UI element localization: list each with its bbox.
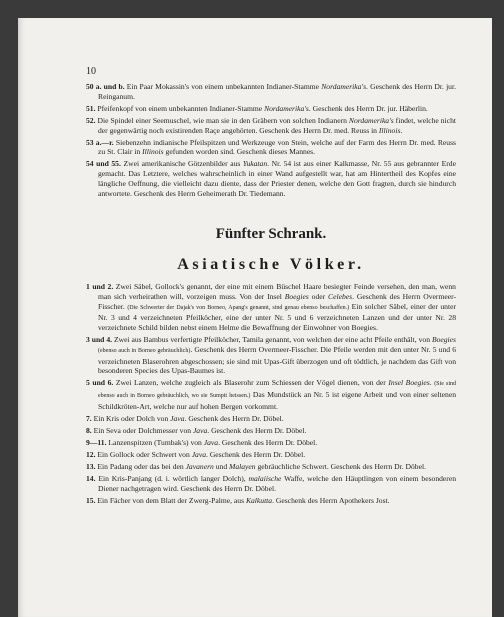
entry-text: gebräuchliche Schwert. Geschenk des Herrn Dr. Döbel. (255, 462, 426, 472)
entry-text: Ein Seva oder Dolchmesser von (93, 426, 193, 435)
document-page (18, 18, 492, 617)
entry-number: 3 und 4. (86, 335, 113, 345)
entry-text: Waffe, welche den Häuptlingen von einem besonderen Diener nachgetragen wird. Geschenk des Herrn Dr. Döbel. (98, 474, 456, 494)
catalog-entry (86, 82, 456, 101)
entry-place-name: Illinois (142, 147, 164, 157)
catalog-entry (86, 104, 456, 114)
entry-number: 14. (86, 474, 96, 484)
entry-text: Zwei amerikanische Götzenbilder aus (123, 159, 243, 169)
entry-text: Ein Gollock oder Schwert von (97, 450, 192, 460)
entry-text: . Nr. 54 ist aus einer Kalkmasse, Nr. 55 aus gebrannter Erde gemacht. Das Letztere, welches wahrscheinlich in einer Wand aufgestellt war, hat am Hintertheil des Kopfes eine längliche Oeffnung, die vielleicht dazu diente, dass der Priester denen, welche den Gott fragten, durch sie hindurch antwortete. Geschenk des Herrn Geheimerath Dr. Tiedemann. (98, 159, 456, 198)
entry-text: . (429, 378, 435, 388)
entry-place-name: Nordamerika's (264, 103, 309, 113)
entry-number: 12. (86, 450, 96, 460)
entry-text: . Geschenk des Herrn Dr. jur. Reinganum. (98, 82, 456, 101)
entry-text: findet, welche nicht der gegenwärtig noch existirenden Raçe angehörten. Geschenk des Herrn Dr. med. Reuss in (98, 115, 456, 135)
entry-text: Ein Fächer von dem Blatt der Zwerg-Palme, aus (97, 496, 246, 506)
catalog-entry (86, 426, 456, 436)
catalog-entry (86, 450, 456, 460)
entry-place-name: malaiische (248, 474, 282, 484)
entry-text: oder (308, 292, 329, 301)
entry-number: 54 und 55. (86, 159, 121, 169)
entry-text: Das Mundstück an Nr. 5 ist eigene Arbeit und von einer seltenen Schildkröten-Art, welche nur auf hohen Bergen vorkommt. (98, 390, 456, 411)
catalog-entries-american (86, 82, 456, 198)
entry-note: (ebenso auch in Borneo gebräuchlich) (98, 347, 191, 354)
entry-number: 8. (86, 426, 92, 435)
entry-text: Die Spindel einer Seemuschel, wie man sie in den Gräbern von solchen Indianern (97, 115, 349, 125)
entry-text: . Geschenk des Herrn Dr. Döbel. (218, 438, 318, 448)
catalog-entry (86, 159, 456, 198)
page-number: 10 (86, 66, 96, 77)
entry-text: . Geschenk des Herrn Overmeer-Fisscher. Die Pfeile werden mit den unter Nr. 5 und 6 verzeichneten Blaserohren abgeschossen; sie sind mit Upas-Gift überzogen und oft tödtlich, je nachdem das Gift von besonderen Species des Upas-Baumes ist. (98, 344, 456, 376)
entry-number: 13. (86, 462, 96, 472)
entry-text: . (400, 125, 403, 135)
entry-text: . Geschenk des Herrn Apothekers Jost. (272, 496, 390, 506)
entry-place-name: Java (170, 413, 185, 423)
entry-place-name: Kalkutta (245, 496, 273, 506)
section-subtitle: Asiatische Völker. (177, 256, 365, 274)
entry-text: gefunden worden sind. Geschenk dieses Mannes. (163, 147, 316, 157)
entry-place-name: Malayen (229, 462, 256, 472)
catalog-entries-asian (86, 282, 456, 506)
entry-text: Ein Padang oder das bei den (97, 462, 186, 472)
entry-number: 1 und 2. (86, 282, 114, 292)
entry-text: Zwei aus Bambus verfertigte Pfeilköcher, Tamila genannt, von welchen der eine acht Pfeile enthält, von (113, 335, 432, 345)
entry-place-name: Java (191, 450, 207, 460)
entry-text: . Geschenk des Herrn Dr. Döbel. (184, 413, 284, 423)
catalog-entry (86, 138, 456, 157)
entry-number: 15. (86, 496, 96, 506)
catalog-entry (86, 335, 456, 376)
entry-number: 52. (86, 115, 96, 125)
entry-text: Lanzenspitzen (Tumbak's) von (108, 438, 204, 448)
entry-place-name: Celebes (328, 292, 353, 301)
entry-place-name: Boegies (431, 335, 456, 345)
section-title: Fünfter Schrank. (215, 226, 327, 243)
entry-number: 5 und 6. (86, 378, 114, 388)
catalog-entry (86, 496, 456, 506)
entry-text: Ein Kris-Panjang (d. i. wörtlich langer Dolch), (98, 474, 249, 484)
entry-text: und (213, 462, 230, 472)
entry-text: Zwei Lanzen, welche zugleich als Blaserohr zum Schiessen der Vögel dienen, von der (115, 378, 389, 388)
entry-place-name: Javanern (185, 462, 214, 472)
entry-number: 7. (86, 413, 92, 423)
entry-text: Zwei Säbel, Gollock's genannt, der eine mit einem Büschel Haare besiegter Feinde versehen, den man, wenn man sich verheirathen will, vorzeigen muss. Von der Insel (98, 282, 456, 301)
catalog-entry (86, 414, 456, 424)
catalog-entry (86, 474, 456, 493)
entry-number: 50 a. und b. (86, 82, 125, 91)
entry-text: . Geschenk des Herrn Dr. jur. Häberlin. (308, 103, 428, 113)
entry-place-name: Insel Boegies (388, 378, 430, 388)
catalog-entry (86, 282, 456, 333)
entry-place-name: Nordamerika's (321, 82, 367, 91)
entry-place-name: Nordamerika's (348, 115, 394, 125)
entry-text: Siebenzehn indianische Pfeilspitzen und Werkzeuge von Stein, welche auf der Farm des Herrn Dr. med. Reuss zu St. Clair in (98, 137, 456, 157)
catalog-entry (86, 116, 456, 135)
entry-number: 9—11. (86, 438, 107, 448)
entry-place-name: Illinois (378, 125, 401, 135)
page-content (86, 66, 456, 508)
entry-place-name: Yukatan (242, 159, 268, 169)
entry-note: (Sie sind ebenso auch in Borneo gebräuchlich, wo sie Sumpit heissen.) (98, 381, 457, 400)
entry-text: Pfeifenkopf von einem unbekannten Indianer-Stamme (97, 103, 265, 113)
entry-text: Ein Paar Mokassin's von einem unbekannten Indianer-Stamme (126, 82, 322, 91)
entry-number: 51. (86, 103, 96, 113)
entry-text: . Geschenk des Herrn Overmeer-Fisscher. (98, 292, 456, 311)
entry-text: Ein Kris oder Dolch von (93, 413, 171, 423)
entry-note: (Die Schwerter der Dajak's von Borneo, Apang's genannt, sind genau ebenso beschaffen.) (127, 304, 350, 311)
entry-place-name: Boegies (284, 292, 309, 301)
catalog-entry (86, 378, 456, 411)
entry-text: Ein solcher Säbel, einer der unter Nr. 3 und 4 verzeichneten Pfeilköcher, eine der unter Nr. 5 und 6 verzeichneten Lanzen und der unter Nr. 28 verzeichnete Schild bilden nebst einem Helme die Bewaffnung der Einwohner von Boegies. (98, 301, 456, 333)
entry-place-name: Java (192, 426, 208, 435)
entry-text: . Geschenk des Herrn Dr. Döbel. (206, 450, 306, 460)
catalog-entry (86, 462, 456, 472)
entry-place-name: Java (203, 438, 219, 448)
entry-number: 53 a.—r. (86, 137, 114, 147)
entry-text: . Geschenk des Herrn Dr. Döbel. (207, 426, 307, 435)
catalog-entry (86, 438, 456, 448)
